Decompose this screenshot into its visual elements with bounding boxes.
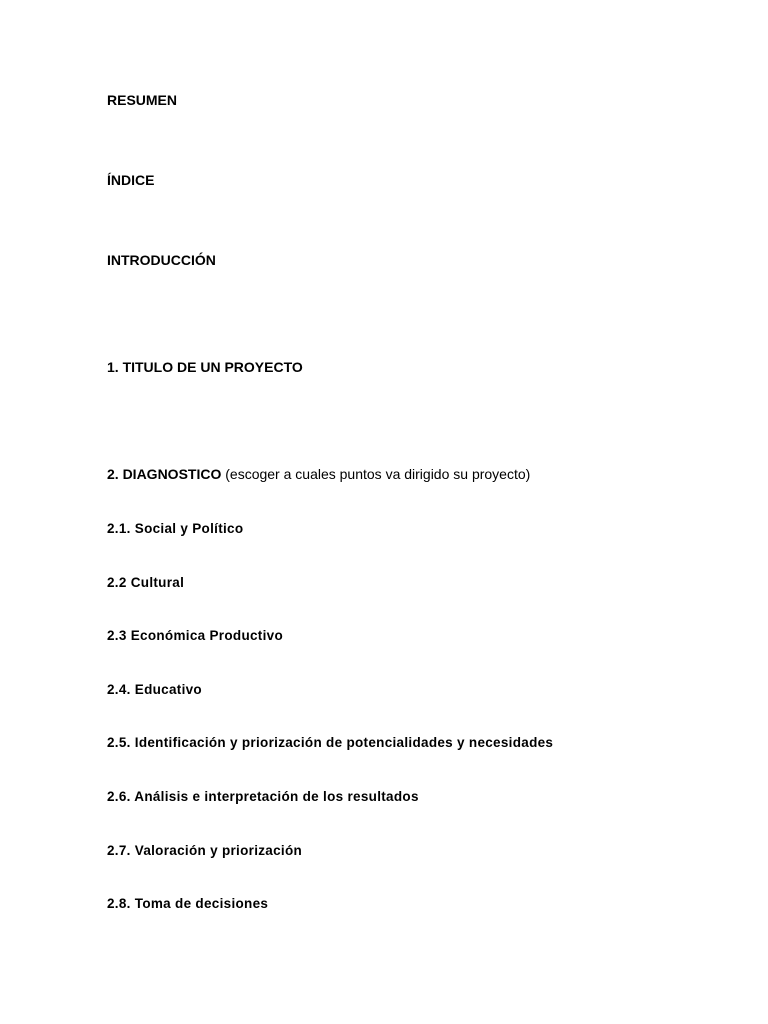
subsection-2-4: 2.4. Educativo (107, 682, 202, 697)
diagnostico-label: 2. DIAGNOSTICO (107, 466, 222, 482)
subsection-2-1: 2.1. Social y Político (107, 521, 244, 536)
heading-introduccion: INTRODUCCIÓN (107, 252, 216, 268)
heading-titulo-proyecto: 1. TITULO DE UN PROYECTO (107, 359, 303, 375)
subsection-2-6: 2.6. Análisis e interpretación de los resultados (107, 789, 419, 804)
heading-resumen: RESUMEN (107, 92, 178, 108)
heading-diagnostico (107, 466, 530, 483)
diagnostico-note: (escoger a cuales puntos va dirigido su proyecto) (221, 466, 531, 482)
subsection-2-2: 2.2 Cultural (107, 575, 185, 590)
subsection-2-8: 2.8. Toma de decisiones (107, 896, 269, 911)
subsection-2-3: 2.3 Económica Productivo (107, 628, 283, 643)
subsection-2-7: 2.7. Valoración y priorización (107, 843, 303, 858)
subsection-2-5: 2.5. Identificación y priorización de potencialidades y necesidades (107, 735, 554, 750)
heading-indice: ÍNDICE (107, 172, 155, 188)
